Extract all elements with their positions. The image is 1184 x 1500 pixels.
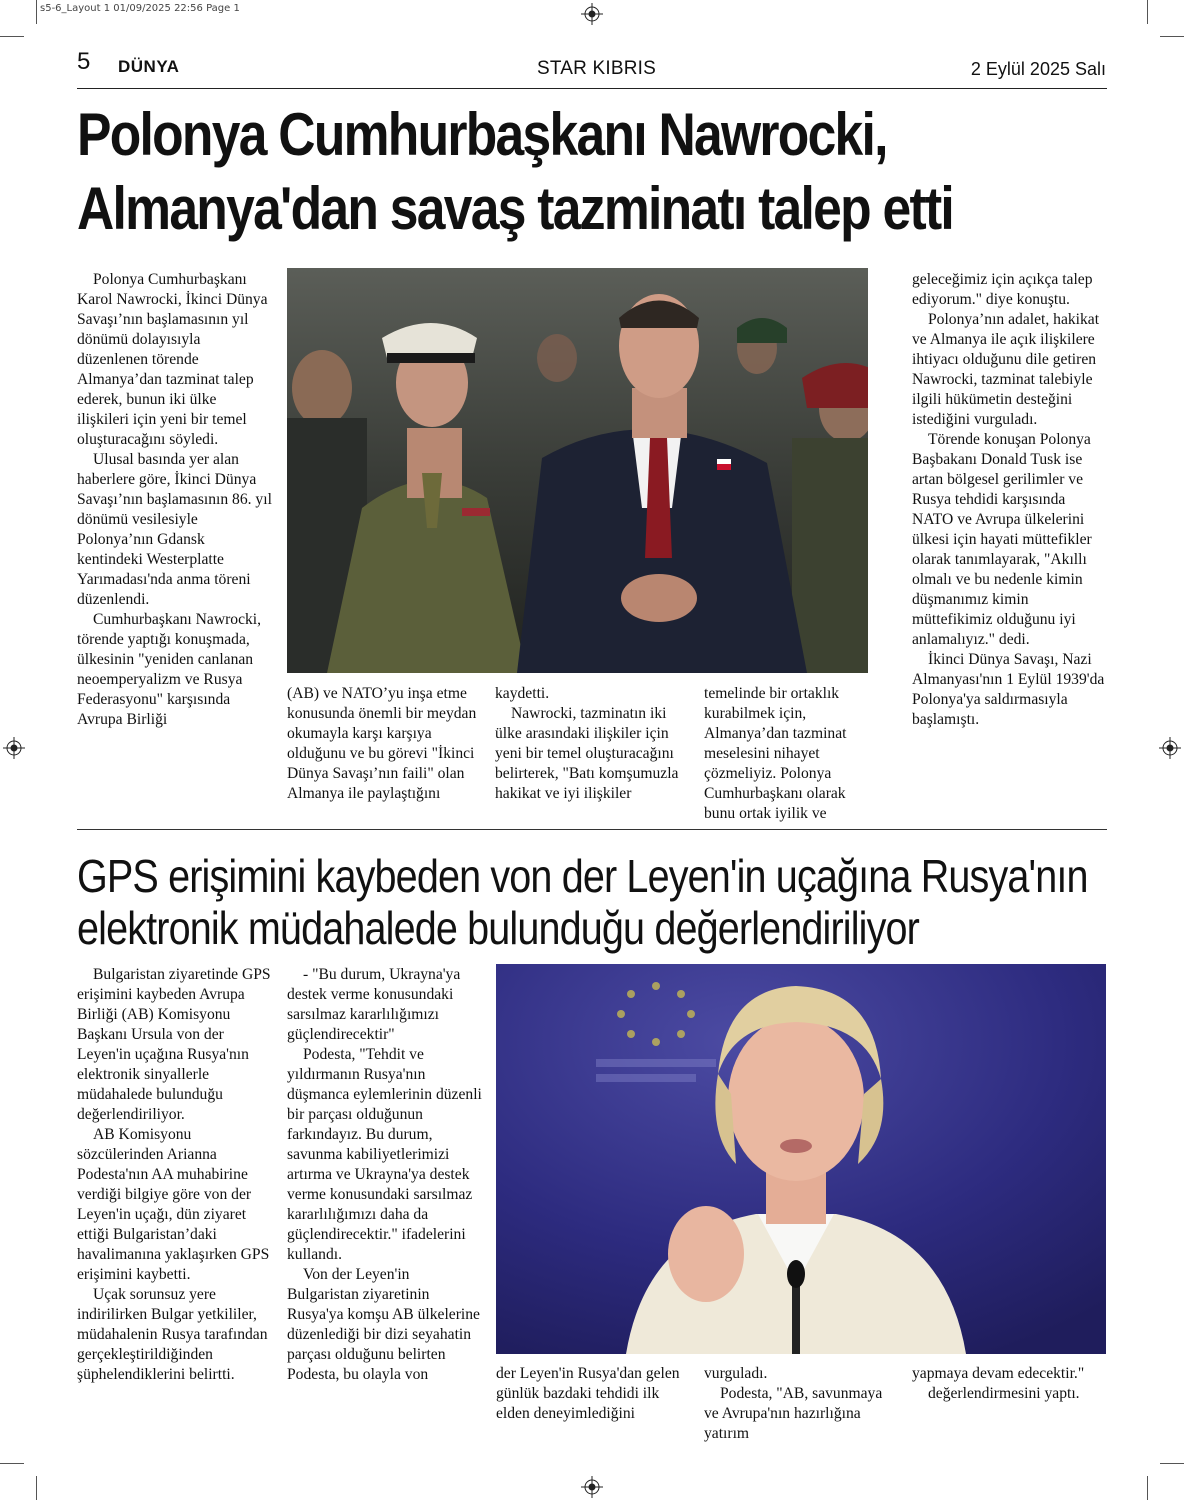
paragraph: geleceğimiz için açıkça talep ediyorum." diye konuştu. <box>912 271 1093 308</box>
print-slug: s5-6_Layout 1 01/09/2025 22:56 Page 1 <box>40 3 240 14</box>
article2-headline-line1: GPS erişimini kaybeden von der Leyen'in uçağına Rusya'nın <box>77 850 1088 902</box>
registration-mark-icon <box>581 1476 603 1498</box>
paragraph: Törende konuşan Polonya Başbakanı Donald Tusk ise artan bölgesel gerilimler ve Rusya tehdidi karşısında NATO ve Avrupa ülkelerini ülkesi için hayati müttefikler olarak tanımlayarak, "Akıllı olmalı ve bu nedenle kimin düşmanımız kimin müttefikimiz olduğunu iyi anlamalıyız." dedi. <box>912 431 1092 648</box>
crop-mark <box>1160 36 1184 37</box>
issue-date: 2 Eylül 2025 Salı <box>970 59 1106 79</box>
paragraph: temelinde bir ortaklık kurabilmek için, Almanya’dan tazminat meselesini nihayet çözmeliyiz. Polonya Cumhurbaşkanı olarak bunu ortak iyilik ve <box>704 685 847 822</box>
paragraph: Polonya’nın adalet, hakikat ve Almanya ile açık ilişkilere ihtiyacı olduğunu dile getiren Nawrocki, tazminat talebiyle ilgili hükümetin desteğini istediğini vurguladı. <box>912 311 1100 428</box>
registration-mark-icon <box>3 737 25 759</box>
article1-headline-line1: Polonya Cumhurbaşkanı Nawrocki, <box>77 101 887 168</box>
crop-mark <box>1147 1476 1148 1500</box>
article2-column-4 <box>704 1364 894 1444</box>
paragraph: Von der Leyen'in Bulgaristan ziyaretinin Rusya'ya komşu AB ülkelerine düzenlediği bir dizi seyahatin parçası olduğunu belirten Podesta, bu olayla von <box>287 1266 480 1383</box>
article1-column-4 <box>704 684 879 824</box>
registration-mark-icon <box>1159 737 1181 759</box>
paragraph: Ulusal basında yer alan haberlere göre, İkinci Dünya Savaşı’nın başlamasının 86. yıl dönümü vesilesiyle Polonya’nın Gdansk kentindeki Westerplatte Yarımadası'nda anma töreni düzenlendi. <box>77 451 272 608</box>
article2-headline-line2: elektronik müdahalede bulunduğu değerlendiriliyor <box>77 902 919 954</box>
paragraph: vurguladı. <box>704 1365 768 1382</box>
paragraph: kaydetti. <box>495 685 550 702</box>
article1-column-2 <box>287 684 477 804</box>
article2-column-1 <box>77 965 272 1385</box>
crop-mark <box>36 1476 37 1500</box>
article1-column-1 <box>77 270 272 730</box>
crop-mark <box>0 36 24 37</box>
paragraph: - "Bu durum, Ukrayna'ya destek verme konusundaki sarsılmaz kararlılığımızı güçlendirecektir" <box>287 966 461 1043</box>
page-number: 5 <box>77 48 91 75</box>
crop-mark <box>1147 0 1148 24</box>
paragraph: yapmaya devam edecektir." <box>912 1365 1085 1382</box>
paragraph: Uçak sorunsuz yere indirilirken Bulgar yetkililer, müdahalenin Rusya tarafından gerçekleştirildiğinden şüphelendiklerini belirtti. <box>77 1286 268 1383</box>
crop-mark <box>36 0 37 24</box>
publication-name: STAR KIBRIS <box>537 58 657 79</box>
article2-column-2 <box>287 965 482 1385</box>
paragraph: Polonya Cumhurbaşkanı Karol Nawrocki, İkinci Dünya Savaşı’nın başlamasının yıl dönümü dolayısıyla düzenlenen törende Almanya’dan tazminat talep ederek, bunun iki ülke ilişkileri için yeni bir temel oluşturacağını söyledi. <box>77 271 268 448</box>
article2-headline <box>77 850 1088 954</box>
paragraph: Podesta, "Tehdit ve yıldırmanın Rusya'nın düşmanca eylemlerinin düzenli bir parçası olduğunun farkındayız. Bu durum, savunma kabiliyetlerimizi artırma ve Ukrayna'ya destek verme konusundaki sarsılmaz kararlılığımızı daha da güçlendirecektir." ifadelerini kullandı. <box>287 1046 482 1263</box>
paragraph: değerlendirmesini yaptı. <box>928 1385 1080 1402</box>
ceremony-photo-illustration <box>287 268 868 673</box>
paragraph: der Leyen'in Rusya'dan gelen günlük bazdaki tehdidi ilk elden deneyimlediğini <box>496 1365 680 1422</box>
header-divider <box>77 88 1107 89</box>
nawrocki-ceremony-photo <box>287 268 868 673</box>
paragraph: Podesta, "AB, savunmaya ve Avrupa'nın hazırlığına yatırım <box>704 1385 883 1442</box>
crop-mark <box>0 1463 24 1464</box>
paragraph: AB Komisyonu sözcülerinden Arianna Podesta'nın AA muhabirine verdiği bilgiye göre von der Leyen'in uçağı, dün ziyaret ettiği Bulgaristan’daki havalimanına yaklaşırken GPS erişimini kaybetti. <box>77 1126 270 1283</box>
article1-headline-line2: Almanya'dan savaş tazminatı talep etti <box>77 175 954 242</box>
article1-headline <box>77 98 971 246</box>
portrait-photo-illustration <box>496 964 1106 1354</box>
paragraph: Bulgaristan ziyaretinde GPS erişimini kaybeden Avrupa Birliği (AB) Komisyonu Başkanı Ursula von der Leyen'in uçağına Rusya'nın elektronik sinyallerle müdahalede bulunduğu değerlendiriliyor. <box>77 966 271 1123</box>
article2-column-5 <box>912 1364 1102 1404</box>
paragraph: İkinci Dünya Savaşı, Nazi Almanyası'nın 1 Eylül 1939'da Polonya'ya saldırmasıyla başlamıştı. <box>912 651 1105 728</box>
paragraph: Nawrocki, tazminatın iki ülke arasındaki ilişkiler için yeni bir temel oluşturacağını belirterek, "Batı komşumuzla hakikat ve iyi ilişkiler <box>495 705 679 802</box>
paragraph: Cumhurbaşkanı Nawrocki, törende yaptığı konuşmada, ülkesinin "yeniden canlanan neoemperyalizm ve Rusya Federasyonu" karşısında Avrupa Birliği <box>77 611 262 728</box>
crop-mark <box>1160 1463 1184 1464</box>
article1-column-5 <box>912 270 1107 730</box>
registration-mark-icon <box>581 3 603 25</box>
von-der-leyen-photo <box>496 964 1106 1354</box>
section-name: DÜNYA <box>118 57 180 76</box>
article2-column-3 <box>496 1364 686 1424</box>
article1-column-3 <box>495 684 690 804</box>
article-divider <box>77 829 1107 830</box>
paragraph: (AB) ve NATO’yu inşa etme konusunda önemli bir meydan okumayla karşı karşıya olduğunu ve bu görevi "İkinci Dünya Savaşı’nın faili" olan Almanya ile paylaştığını <box>287 685 477 802</box>
